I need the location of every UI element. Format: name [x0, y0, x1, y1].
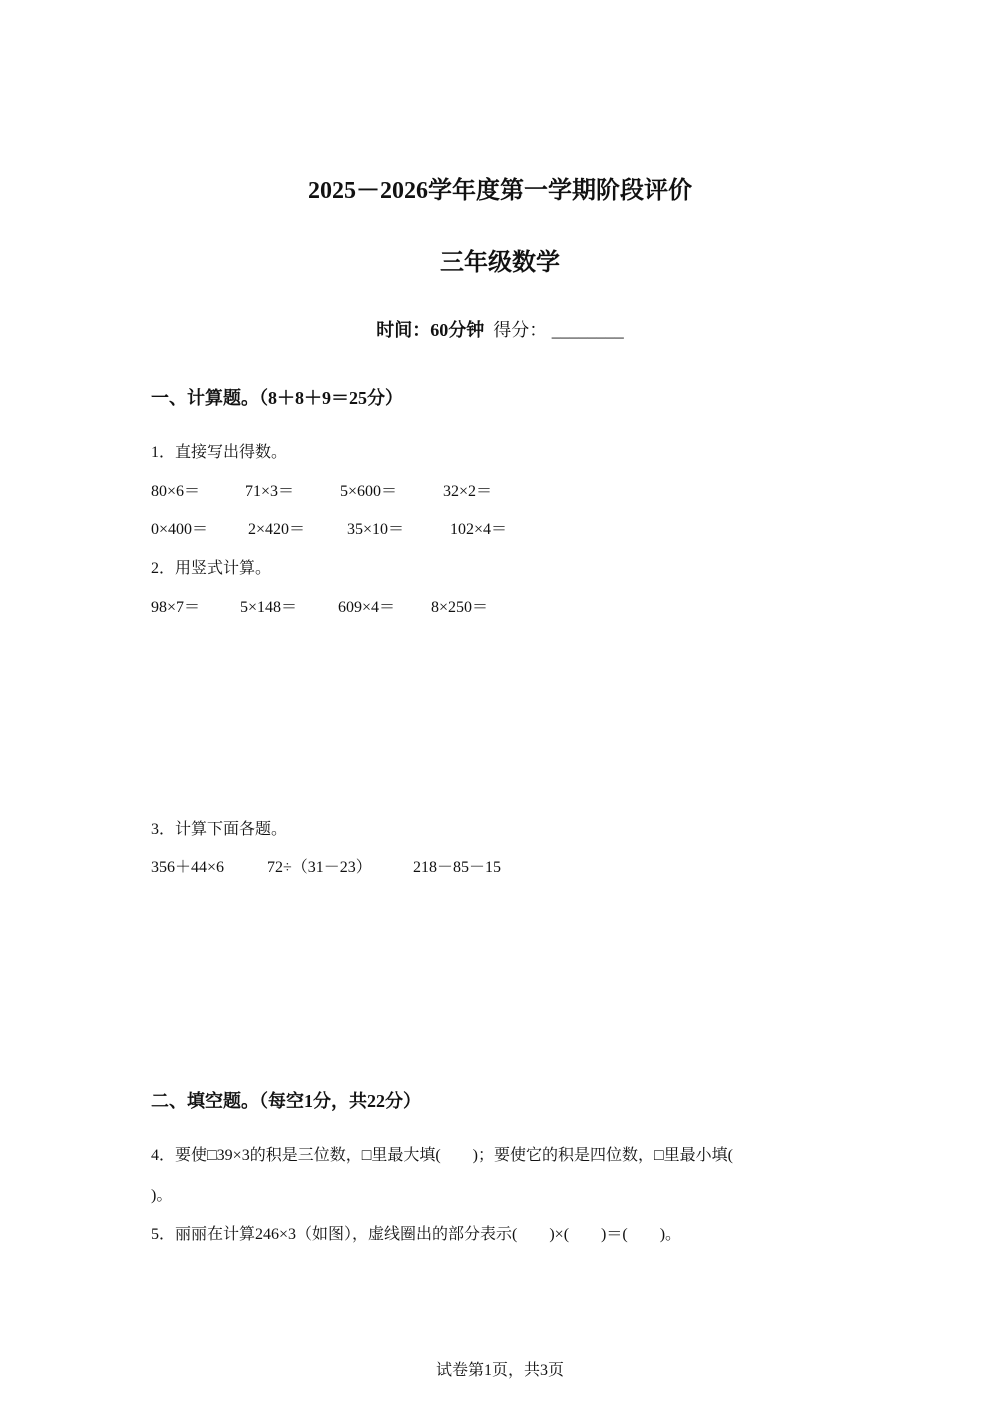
question-3-row-1	[151, 854, 551, 876]
section1-heading: 一、计算题。（8＋8＋9＝25分）	[151, 388, 403, 408]
question-4-text: 4．要使□39×3的积是三位数，□里最大填( )；要使它的积是四位数，□里最小填(	[151, 1147, 734, 1164]
problem: 218－85－15	[413, 859, 502, 876]
problem: 0×400＝	[151, 521, 209, 538]
time-value: 60分钟	[430, 320, 485, 340]
question-1-row-2	[151, 516, 551, 538]
question-2-text: 2．用竖式计算。	[151, 560, 272, 577]
problem: 98×7＝	[151, 599, 201, 616]
problem: 71×3＝	[245, 483, 295, 500]
problem: 2×420＝	[248, 521, 306, 538]
problem: 32×2＝	[443, 483, 493, 500]
problem: 356＋44×6	[151, 859, 225, 876]
exam-subtitle: 三年级数学	[440, 250, 560, 276]
problem: 5×600＝	[340, 483, 398, 500]
question-1-text: 1．直接写出得数。	[151, 444, 288, 461]
problem: 72÷（31－23）	[267, 859, 372, 876]
exam-title: 2025－2026学年度第一学期阶段评价	[308, 178, 692, 204]
question-4-text-cont: )。	[151, 1187, 173, 1204]
question-2-row-1	[151, 594, 551, 616]
time-label: 时间：	[376, 320, 431, 340]
question-3-text: 3．计算下面各题。	[151, 821, 288, 838]
score-label: 得分：	[493, 320, 548, 340]
page-footer: 试卷第1页，共3页	[435, 1362, 564, 1379]
section2-heading: 二、填空题。（每空1分，共22分）	[151, 1091, 421, 1111]
score-blank: ________	[551, 320, 624, 340]
problem: 8×250＝	[431, 599, 489, 616]
question-1-row-1	[151, 478, 551, 500]
problem: 609×4＝	[338, 599, 396, 616]
problem: 80×6＝	[151, 483, 201, 500]
exam-meta	[0, 316, 1000, 342]
problem: 5×148＝	[240, 599, 298, 616]
problem: 102×4＝	[450, 521, 508, 538]
problem: 35×10＝	[347, 521, 405, 538]
question-5-text: 5．丽丽在计算246×3（如图），虚线圈出的部分表示( )×( )＝( )。	[151, 1226, 682, 1243]
